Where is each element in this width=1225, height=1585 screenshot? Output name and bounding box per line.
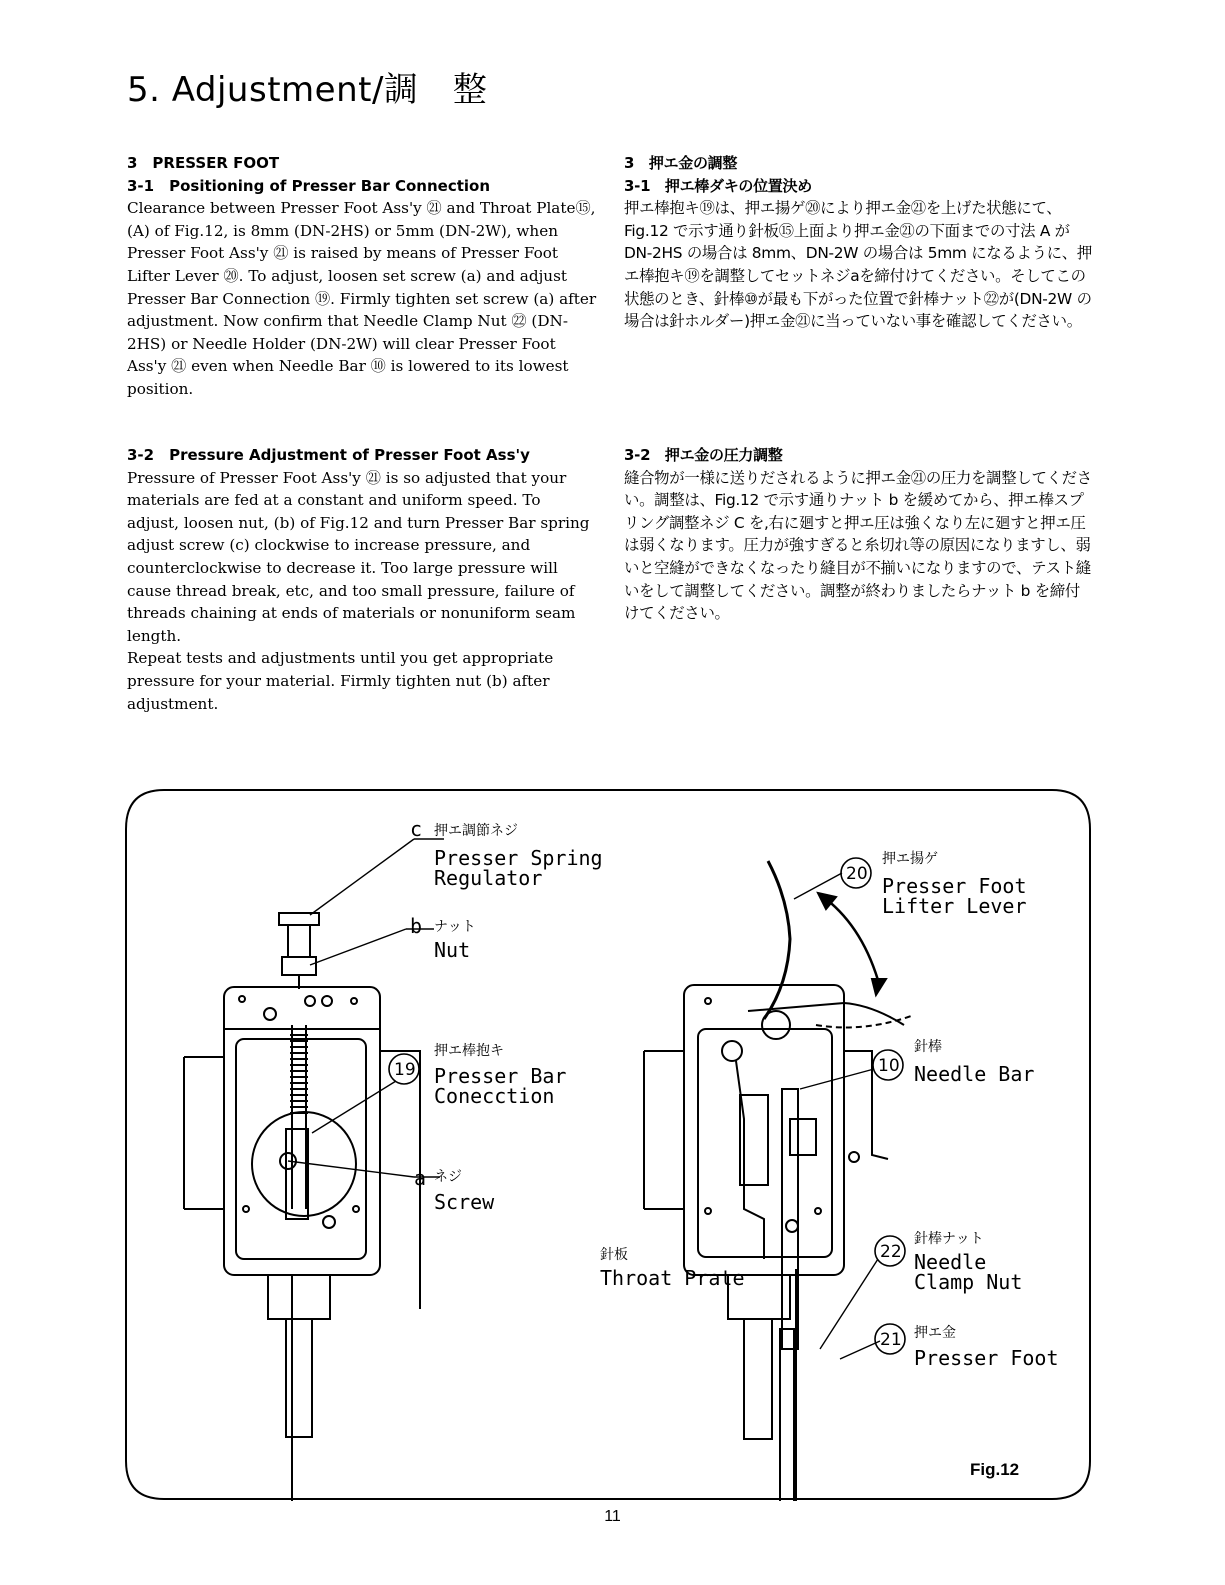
label-c-en1: Presser Spring <box>434 846 603 870</box>
section-3-1-english <box>127 152 597 401</box>
section-heading: 3 押エ金の調整 <box>624 154 738 172</box>
paragraph: Repeat tests and adjustments until you get appropriate pressure for your material. Firmly tighten nut (b) after adjustment. <box>127 649 554 713</box>
subsection-heading: 3-2 押エ金の圧力調整 <box>624 446 783 464</box>
callout-21-number: 21 <box>880 1330 902 1350</box>
section-3-2-japanese <box>624 444 1094 625</box>
label-10-jp: 針棒 <box>914 1039 942 1055</box>
label-10-en: Needle Bar <box>914 1062 1035 1086</box>
label-c-en2: Regulator <box>434 866 543 890</box>
label-c-jp: 押エ調節ネジ <box>434 823 518 839</box>
label-a-letter: a <box>414 1166 427 1190</box>
figure-12-diagram <box>124 789 1092 1501</box>
label-21-jp: 押エ金 <box>914 1325 956 1341</box>
label-b-letter: b <box>410 914 423 938</box>
label-19-jp: 押エ棒抱キ <box>434 1043 504 1059</box>
label-c-letter: c <box>410 817 423 841</box>
section-3-1-japanese <box>624 152 1094 333</box>
label-b-jp: ナット <box>434 919 476 935</box>
callout-19-number: 19 <box>394 1060 416 1080</box>
section-3-2-english <box>127 444 597 715</box>
subsection-heading: 3-2 Pressure Adjustment of Presser Foot Ass'y <box>127 446 530 464</box>
figure-caption: Fig.12 <box>970 1460 1020 1479</box>
label-a-en: Screw <box>434 1190 495 1214</box>
callout-20-number: 20 <box>846 864 868 884</box>
section-heading: 3 PRESSER FOOT <box>127 154 280 172</box>
label-a-jp: ネジ <box>434 1169 462 1185</box>
subsection-heading: 3-1 Positioning of Presser Bar Connection <box>127 176 491 195</box>
label-throat-en: Throat Prate <box>600 1266 745 1290</box>
paragraph: Clearance between Presser Foot Ass'y ㉑ and Throat Plate⑮, (A) of Fig.12, is 8mm (DN-2HS) or 5mm (DN-2W), when Presser Foot Ass'y ㉑ is raised by means of Presser Foot Lifter Lever ⑳. To adjust, loosen set screw (a) and adjust Presser Bar Connection ⑲. Firmly tighten set screw (a) after adjustment. Now confirm that Needle Clamp Nut ㉒ (DN-2HS) or Needle Holder (DN-2W) will clear Presser Foot Ass'y ㉑ even when Needle Bar ⑩ is lowered to its lowest position. <box>127 199 597 398</box>
label-19-en1: Presser Bar <box>434 1064 567 1088</box>
label-b-en: Nut <box>434 938 471 962</box>
label-21-en: Presser Foot <box>914 1346 1059 1370</box>
page-title: 5. Adjustment/調 整 <box>127 70 488 110</box>
subsection-heading: 3-1 押エ棒ダキの位置決め <box>624 176 812 195</box>
right-mechanism-drawing <box>644 861 914 1501</box>
label-20-en1: Presser Foot <box>882 874 1027 898</box>
callout-22-number: 22 <box>880 1242 902 1262</box>
label-22-en2: Clamp Nut <box>914 1270 1023 1294</box>
label-22-jp: 針棒ナット <box>914 1231 984 1247</box>
page-number: 11 <box>604 1508 621 1525</box>
left-mechanism-drawing <box>184 913 423 1501</box>
label-22-en1: Needle <box>914 1250 987 1274</box>
callout-10-number: 10 <box>878 1056 900 1076</box>
label-19-en2: Conecction <box>434 1084 555 1108</box>
label-20-jp: 押エ揚ゲ <box>882 851 938 867</box>
label-20-en2: Lifter Lever <box>882 894 1027 918</box>
label-throat-jp: 針板 <box>600 1247 628 1263</box>
paragraph: 縫合物が一様に送りだされるように押エ金㉑の圧力を調整してください。調整は、Fig.12 で示す通りナット b を緩めてから、押エ棒スプリング調整ネジ C を,右に廻すと押エ圧は強くなり左に廻すと押エ圧は弱くなります。圧力が強すぎると糸切れ等の原因になりますし、弱いと空縫ができなくなったり縫目が不揃いになりますので、テスト縫いをして調整してください。調整が終わりましたらナット b を締付けてください。 <box>624 468 1092 623</box>
paragraph: 押エ棒抱キ⑲は、押エ揚ゲ⑳により押エ金㉑を上げた状態にて、Fig.12 で示す通り針板⑮上面より押エ金㉑の下面までの寸法 A が DN-2HS の場合は 8mm、DN-2W の場合は 5mm になるように、押エ棒抱キ⑲を調整してセットネジaを締付けてください。そしてこの状態のとき、針棒⑩が最も下がった位置で針棒ナット㉒が(DN-2W の場合は針ホルダー)押エ金㉑に当っていない事を確認してください。 <box>624 199 1092 331</box>
paragraph: Pressure of Presser Foot Ass'y ㉑ is so adjusted that your materials are fed at a constant and uniform speed. To adjust, loosen nut, (b) of Fig.12 and turn Presser Bar spring adjust screw (c) clockwise to increase pressure, and counterclockwise to decrease it. Too large pressure will cause thread break, etc, and too small pressure, failure of threads chaining at ends of materials or nonuniform seam length. <box>127 468 590 645</box>
